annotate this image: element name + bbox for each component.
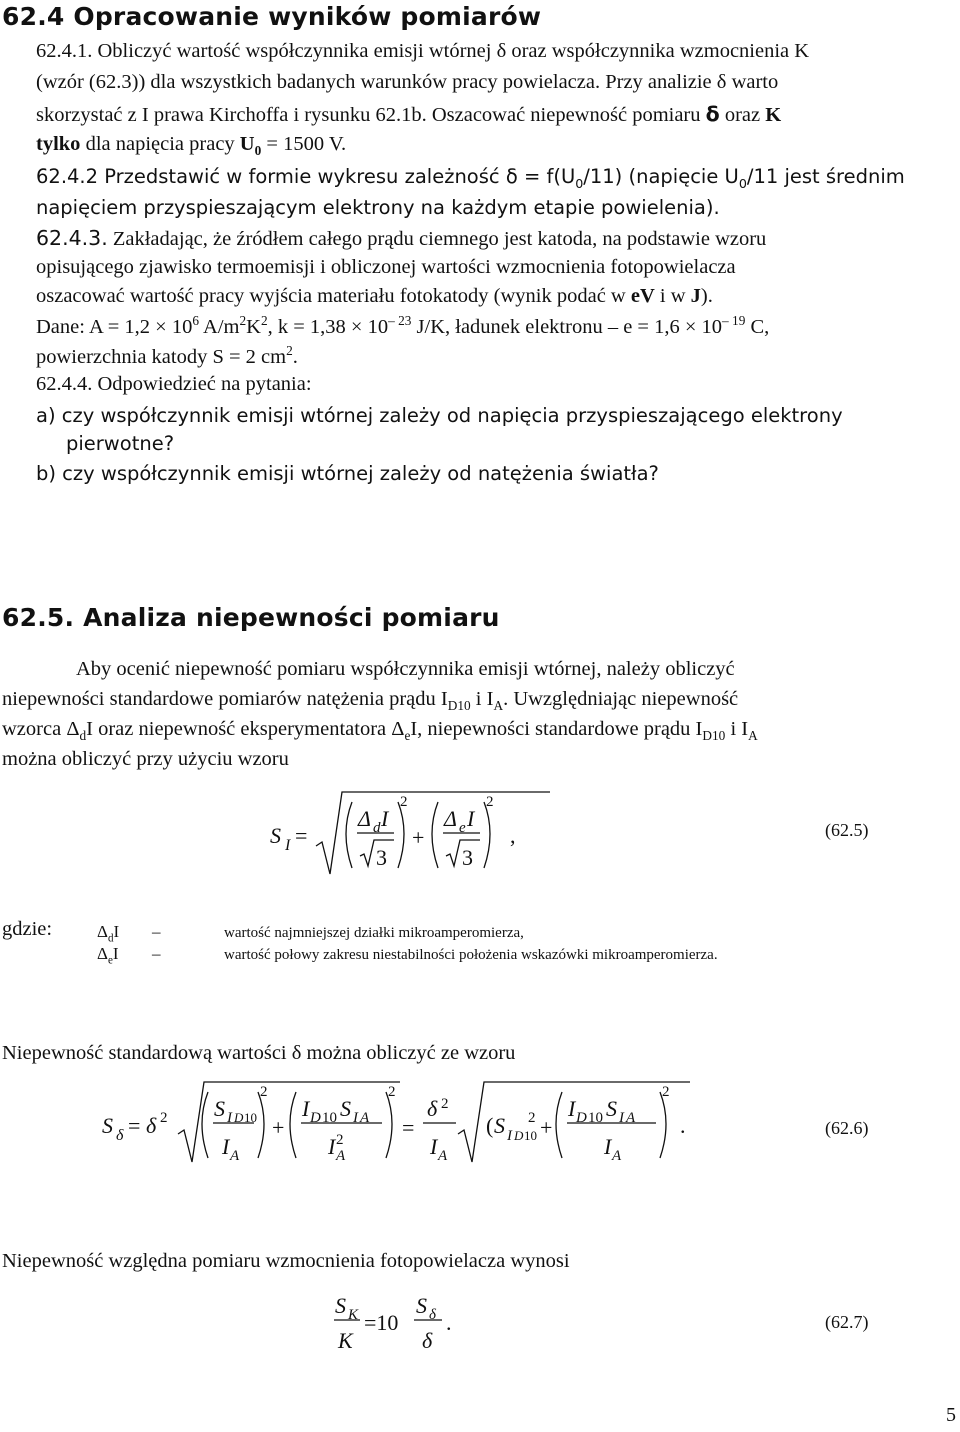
svg-text:S: S [102, 1113, 113, 1138]
svg-text:e: e [459, 820, 466, 836]
text-line: 62.4.2 Przedstawić w formie wykresu zależność $\delta = f(U_0/11)$ (napięcie $U_0/11$ jest średnim [36, 165, 905, 191]
svg-text:3: 3 [462, 845, 473, 870]
where-description: wartość najmniejszej działki mikroamperomierza, [224, 925, 524, 941]
svg-text:A: A [438, 1148, 448, 1164]
equation-62-6 [100, 1078, 720, 1168]
svg-text:.: . [446, 1310, 452, 1335]
text-line: opisującego zjawisko termoemisji i obliczonej wartości wzmocnienia fotopowielacza [36, 256, 736, 278]
svg-text:,: , [510, 823, 516, 848]
where-symbol-delta-d: $\Delta_dI$ [97, 922, 120, 945]
svg-text:+: + [540, 1115, 553, 1140]
svg-text:K: K [348, 1307, 359, 1323]
svg-text:Δ: Δ [358, 806, 371, 831]
svg-text:I: I [328, 1134, 336, 1159]
svg-text:D: D [514, 1128, 524, 1143]
svg-text:S: S [606, 1096, 617, 1121]
given-data-line: Dane: $A = 1,2 \times 10^6$ $A/m^2K^2$, $k = 1,38 \times 10^{- 23}$ J/K, ładunek elektronu – $e = 1,6 \times 10^{- 19}$ C, [36, 313, 770, 338]
svg-text:=: = [295, 823, 308, 848]
svg-text:δ: δ [427, 1096, 438, 1121]
svg-text:+: + [272, 1115, 285, 1140]
svg-text:2: 2 [441, 1096, 449, 1112]
where-dash: – [152, 922, 161, 941]
svg-text:S: S [416, 1293, 427, 1318]
svg-text:I: I [604, 1134, 612, 1159]
svg-text:2: 2 [528, 1110, 536, 1126]
svg-text:D: D [576, 1110, 587, 1126]
equation-number: (62.5) [825, 820, 869, 840]
text-line: 62.4.4. Odpowiedzieć na pytania: [36, 373, 312, 395]
svg-text:A: A [230, 1148, 240, 1164]
svg-text:10: 10 [588, 1110, 603, 1126]
svg-text:A: A [626, 1110, 636, 1126]
page-number: 5 [946, 1404, 956, 1426]
text-line: Niepewność standardową wartości δ można obliczyć ze wzoru [2, 1042, 516, 1064]
where-description: wartość połowy zakresu niestabilności położenia wskazówki mikroamperomierza. [224, 947, 718, 963]
svg-text:(: ( [486, 1113, 494, 1138]
svg-text:A: A [360, 1110, 370, 1126]
svg-text:Δ: Δ [444, 806, 457, 831]
equation-number: (62.6) [825, 1118, 869, 1138]
section-heading-62-4: 62.4 Opracowanie wyników pomiarów [2, 2, 542, 31]
svg-text:I: I [568, 1096, 576, 1121]
text-line: skorzystać z I prawa Kirchoffa i rysunku 62.1b. Oszacować niepewność pomiaru δ oraz K [36, 102, 782, 126]
svg-text:+: + [412, 825, 425, 850]
where-dash: – [152, 944, 161, 963]
svg-text:A: A [612, 1148, 622, 1164]
text-line: (wzór (62.3)) dla wszystkich badanych warunków pracy powielacza. Przy analizie δ warto [36, 71, 779, 93]
text-line: Niepewność względna pomiaru wzmocnienia fotopowielacza wynosi [2, 1250, 570, 1272]
svg-text:3: 3 [376, 845, 387, 870]
svg-text:.: . [680, 1113, 686, 1138]
where-symbol-delta-e: $\Delta_eI$ [97, 944, 119, 967]
text-line: powierzchnia katody S = 2 $cm^2$. [36, 343, 298, 368]
section-heading-62-5: 62.5. Analiza niepewności pomiaru [2, 603, 500, 632]
svg-text:δ: δ [429, 1307, 436, 1323]
svg-text:δ: δ [116, 1127, 124, 1144]
equation-62-7 [330, 1286, 460, 1356]
question-a: a) czy współczynnik emisji wtórnej zależy od napięcia przyspieszającego elektrony [36, 404, 843, 427]
svg-text:I: I [302, 1096, 310, 1121]
svg-text:=: = [128, 1113, 141, 1138]
svg-text:I: I [507, 1128, 512, 1144]
svg-text:S: S [214, 1096, 225, 1121]
text-line: oszacować wartość pracy wyjścia materiału fotokatody (wynik podać w eV i w J). [36, 285, 713, 307]
where-label: gdzie: [2, 918, 53, 940]
svg-text:I: I [430, 1134, 438, 1159]
svg-text:I: I [467, 806, 475, 831]
equation-62-5 [260, 788, 560, 883]
svg-text:d: d [373, 820, 381, 836]
svg-text:D: D [234, 1110, 244, 1125]
text-line: można obliczyć przy użyciu wzoru [2, 748, 289, 770]
svg-text:2: 2 [486, 794, 494, 810]
svg-text:10: 10 [244, 1110, 257, 1125]
svg-text:S: S [494, 1113, 505, 1138]
svg-text:I: I [619, 1110, 624, 1126]
svg-text:I: I [285, 837, 291, 854]
question-a-continued: pierwotne? [66, 432, 175, 455]
text-line: niepewności standardowe pomiarów natężenia prądu $I_{D10}$ i $I_A$. Uwzględniając niepewność [2, 688, 739, 714]
svg-text:=10: =10 [364, 1310, 399, 1335]
svg-text:A: A [336, 1148, 346, 1164]
equation-number: (62.7) [825, 1312, 869, 1332]
svg-text:10: 10 [322, 1110, 337, 1126]
svg-text:2: 2 [260, 1084, 268, 1100]
text-line: napięciem przyspieszającym elektrony na każdym etapie powielenia). [36, 196, 720, 219]
svg-text:D: D [310, 1110, 321, 1126]
svg-text:δ: δ [146, 1113, 157, 1138]
svg-text:2: 2 [388, 1084, 396, 1100]
svg-text:δ: δ [422, 1328, 433, 1353]
svg-text:I: I [381, 806, 389, 831]
text-line: wzorca $\Delta_dI$ oraz niepewność eksperymentatora $\Delta_eI$, niepewności standardowe prądu $I_{D10}$ i $I_A$ [2, 718, 758, 744]
text-line: 62.4.3. Zakładając, że źródłem całego prądu ciemnego jest katoda, na podstawie wzoru [36, 226, 767, 250]
svg-text:=: = [402, 1115, 415, 1140]
text-line: Aby ocenić niepewność pomiaru współczynnika emisji wtórnej, należy obliczyć [76, 658, 735, 680]
svg-text:S: S [340, 1096, 351, 1121]
text-line: tylko dla napięcia pracy $U_0 = 1500$ V. [36, 133, 347, 159]
svg-text:S: S [335, 1293, 346, 1318]
svg-text:2: 2 [662, 1084, 670, 1100]
svg-text:I: I [353, 1110, 358, 1126]
question-b: b) czy współczynnik emisji wtórnej zależy od natężenia światła? [36, 462, 659, 485]
svg-text:I: I [222, 1134, 230, 1159]
svg-text:10: 10 [524, 1128, 537, 1143]
svg-text:2: 2 [400, 794, 408, 810]
svg-text:I: I [227, 1110, 232, 1126]
text-line: 62.4.1. Obliczyć wartość współczynnika emisji wtórnej δ oraz współczynnika wzmocnienia K [36, 40, 810, 62]
svg-text:S: S [270, 823, 281, 848]
svg-text:2: 2 [336, 1132, 344, 1148]
svg-text:2: 2 [160, 1110, 168, 1126]
svg-text:K: K [338, 1328, 353, 1353]
